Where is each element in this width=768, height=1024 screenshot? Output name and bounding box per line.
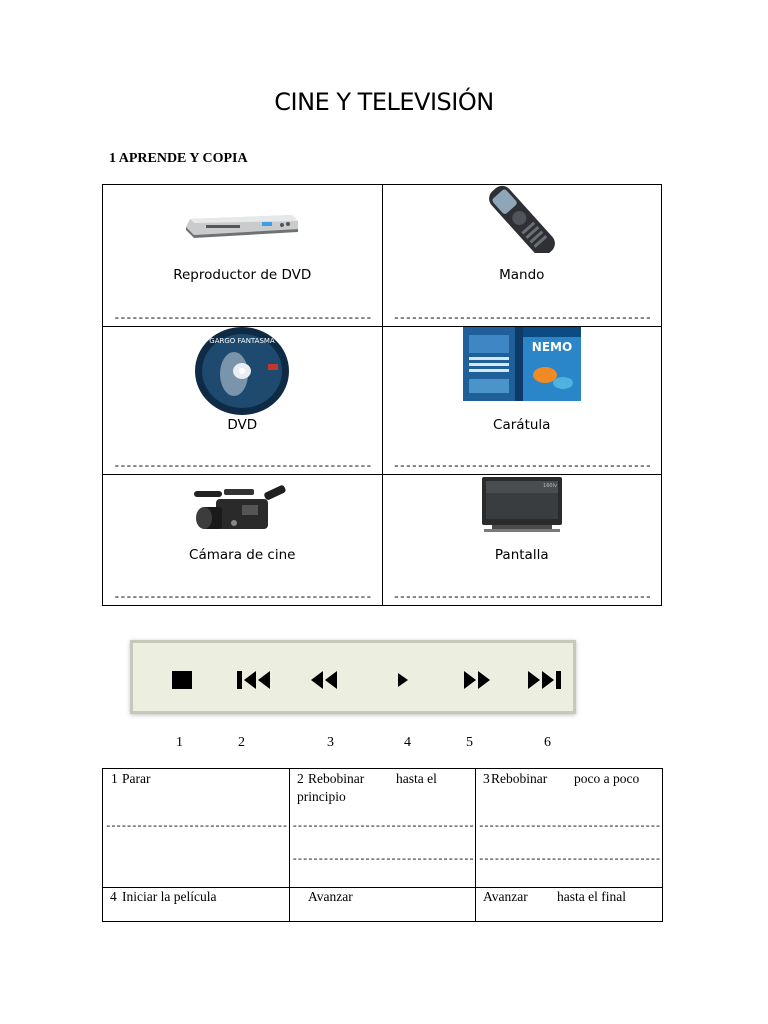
answer-line: ------------------------------------------- xyxy=(113,311,372,325)
svg-text:GARGO FANTASMA: GARGO FANTASMA xyxy=(209,337,275,345)
action-cell-forward xyxy=(290,888,476,922)
vocab-cell-camera xyxy=(103,475,383,606)
play-icon[interactable] xyxy=(397,670,409,690)
vocab-label: Pantalla xyxy=(494,547,549,563)
action-cell-stop xyxy=(103,769,290,888)
button-number: 1 xyxy=(176,735,183,750)
answer-line: ------------------------------------------- xyxy=(392,311,651,325)
action-cell-play xyxy=(103,888,290,922)
svg-text:NEMO: NEMO xyxy=(531,340,572,354)
vocab-label: DVD xyxy=(227,417,258,433)
answer-line: ------------------------------------------- xyxy=(113,459,372,473)
answer-line: ------------------------------------------- xyxy=(113,590,372,604)
skip-to-start-icon[interactable] xyxy=(236,670,272,690)
skip-to-end-icon[interactable] xyxy=(527,670,563,690)
dvd-disc-image xyxy=(194,326,290,416)
answer-line: ------------------------------------------- xyxy=(392,590,651,604)
remote-control-image xyxy=(480,185,564,253)
answer-line: ----------------------------------- xyxy=(291,854,474,866)
fast-forward-icon[interactable] xyxy=(463,670,491,690)
actions-table xyxy=(102,768,663,922)
action-text: Rebobinar xyxy=(308,771,365,786)
answer-line: ------------------------------------------- xyxy=(392,459,651,473)
action-text: hasta el final xyxy=(557,889,626,904)
vocab-cell-cover xyxy=(382,327,662,475)
action-number: 1 xyxy=(111,771,118,786)
action-text: Avanzar xyxy=(308,889,353,904)
answer-line: ----------------------------------- xyxy=(291,821,474,833)
stop-icon[interactable] xyxy=(171,670,193,690)
action-cell-rewind-start xyxy=(290,769,476,888)
television-screen-image xyxy=(482,477,562,533)
action-text: Parar xyxy=(122,771,151,786)
film-camera-image xyxy=(194,479,290,541)
vocab-label: Cámara de cine xyxy=(189,547,296,563)
dvd-player-image xyxy=(184,209,300,241)
action-cell-forward-end xyxy=(476,888,663,922)
action-number: 4 xyxy=(110,889,117,904)
action-text: poco a poco xyxy=(574,771,640,786)
vocab-label: Carátula xyxy=(493,417,551,433)
vocab-label: Reproductor de DVD xyxy=(173,267,312,283)
page-title: CINE Y TELEVISIÓN xyxy=(274,88,494,116)
dvd-cover-image xyxy=(463,327,581,401)
svg-text:160lv: 160lv xyxy=(542,483,557,489)
vocab-cell-dvd-player xyxy=(103,185,383,327)
action-cell-rewind-slow xyxy=(476,769,663,888)
button-number: 4 xyxy=(404,735,411,750)
answer-line: ----------------------------------- xyxy=(104,821,288,833)
answer-line: ----------------------------------- xyxy=(477,821,661,833)
answer-line: ----------------------------------- xyxy=(477,854,661,866)
action-text: Avanzar xyxy=(483,889,528,904)
action-text: Rebobinar xyxy=(491,771,548,786)
vocab-cell-remote xyxy=(382,185,662,327)
vocab-cell-dvd xyxy=(103,327,383,475)
button-number: 3 xyxy=(327,735,334,750)
button-number: 5 xyxy=(466,735,473,750)
rewind-icon[interactable] xyxy=(310,670,338,690)
vocab-cell-screen xyxy=(382,475,662,606)
button-number: 2 xyxy=(238,735,245,750)
button-number: 6 xyxy=(544,735,551,750)
action-text: hasta el xyxy=(396,771,437,786)
action-text: principio xyxy=(297,789,346,804)
vocabulary-table xyxy=(102,184,662,606)
action-text: Iniciar la película xyxy=(122,889,217,904)
action-number: 3 xyxy=(483,771,490,786)
action-number: 2 xyxy=(297,771,304,786)
media-player-controls xyxy=(130,640,576,714)
vocab-label: Mando xyxy=(499,267,545,283)
section-heading: 1 APRENDE Y COPIA xyxy=(109,151,248,166)
